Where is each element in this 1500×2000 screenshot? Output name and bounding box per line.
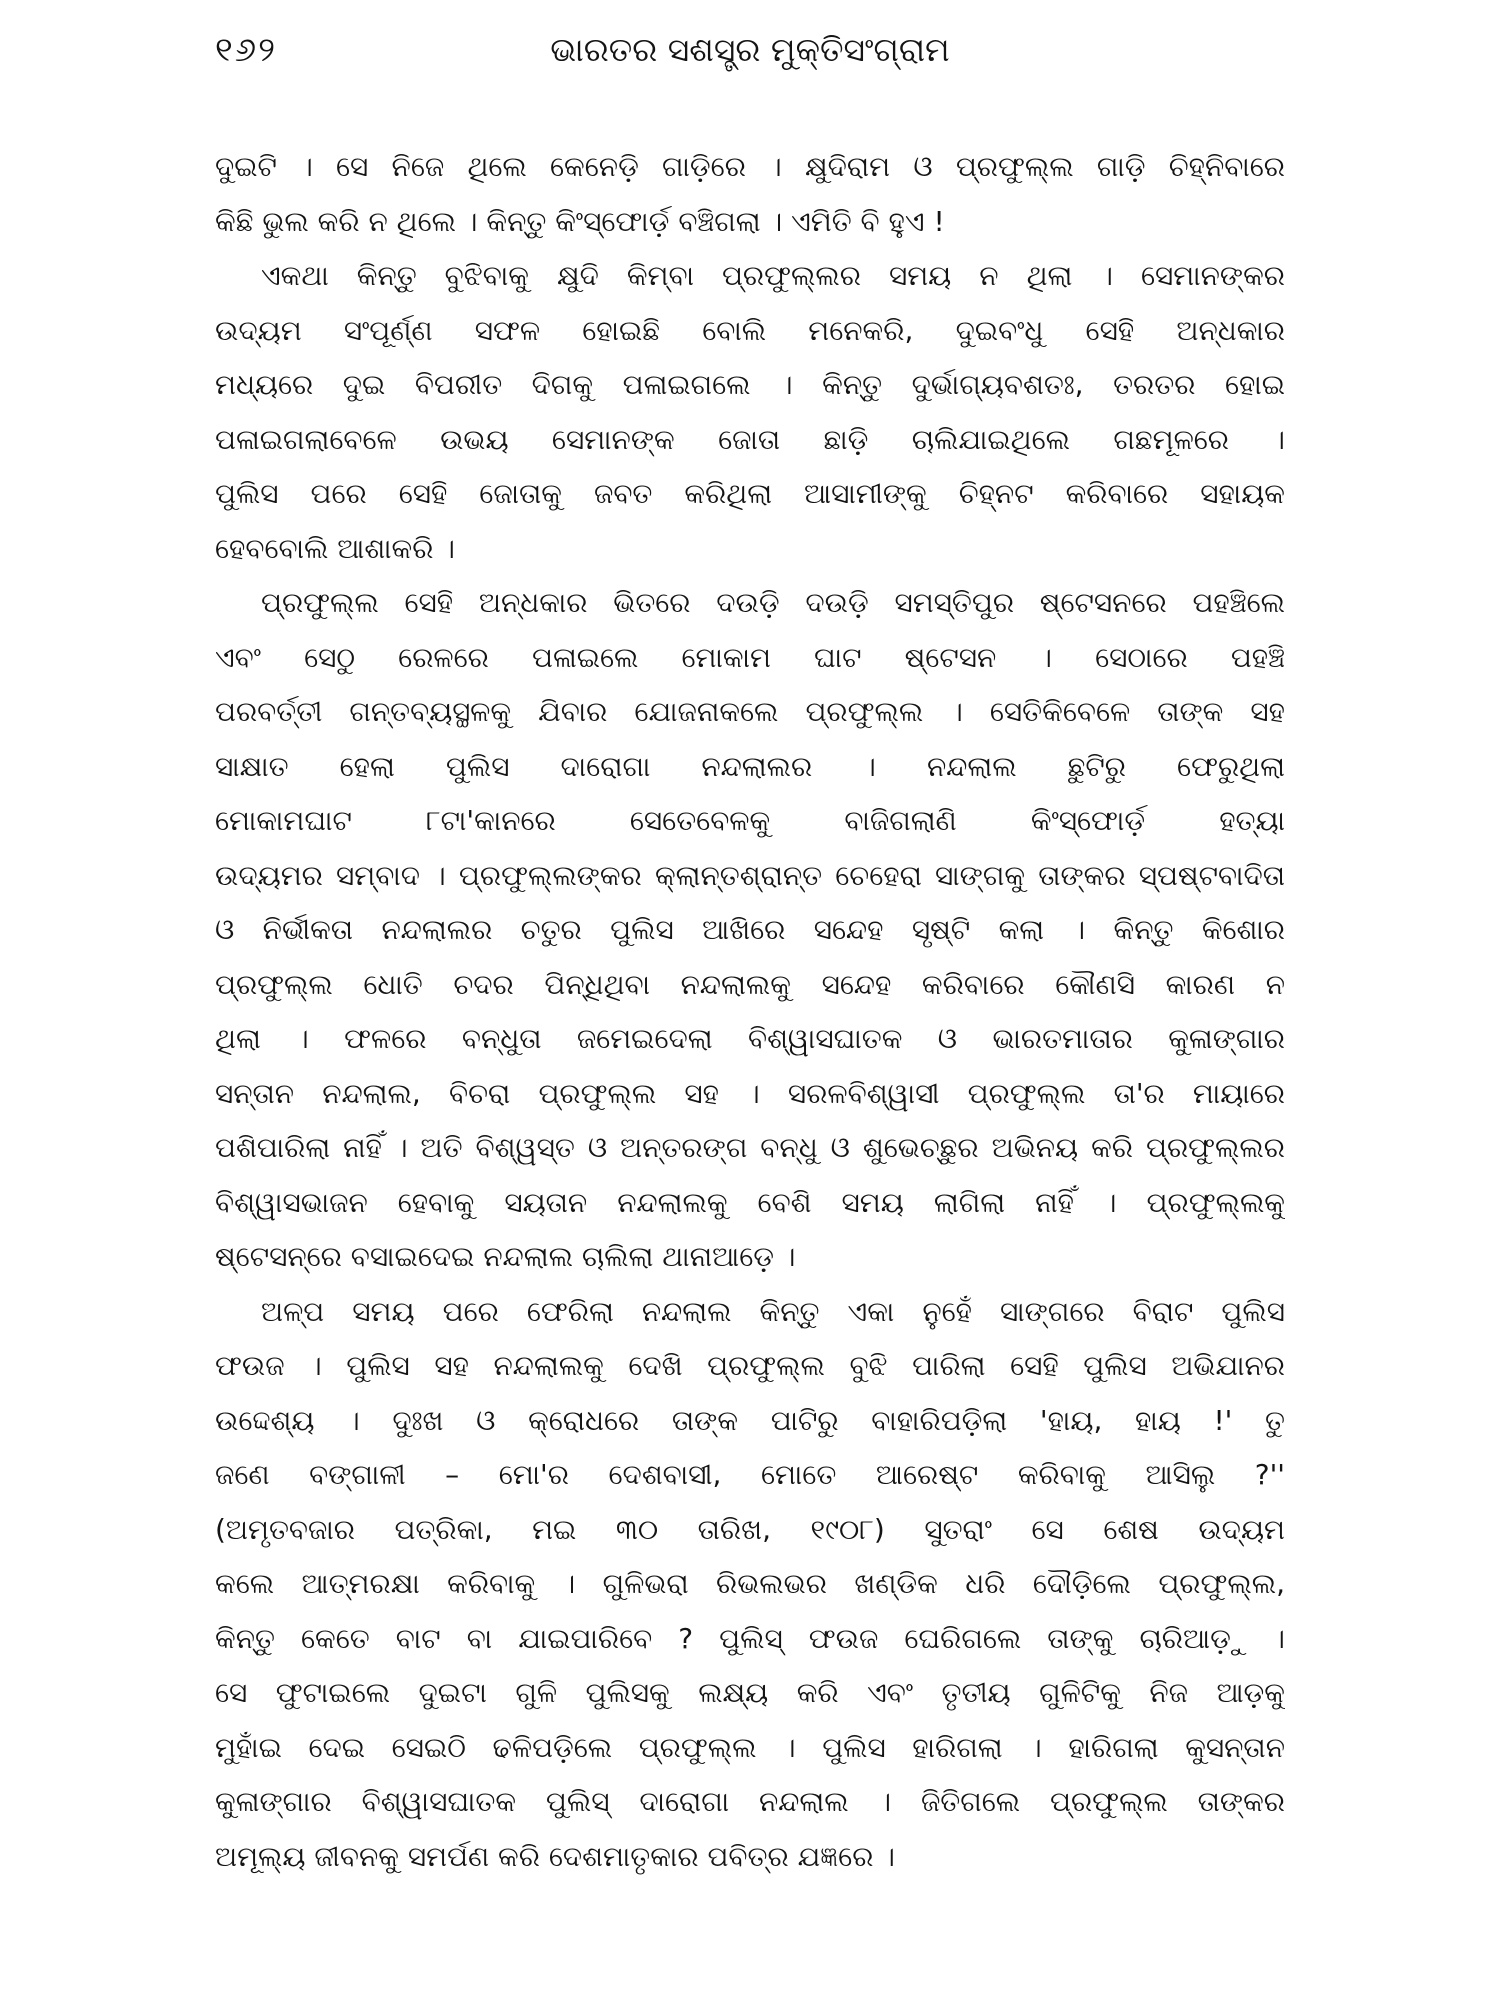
text-line: ଉଦ୍ଦେଶ୍ୟ । ଦୁଃଖ ଓ କ୍ରୋଧରେ ତାଙ୍କ ପାଟିରୁ ବାହାରିପଡ଼ିଲା 'ହାୟ, ହାୟ !' ତୁ [215, 1403, 1285, 1437]
paragraph-first-line: ଏକଥା କିନ୍ତୁ ବୁଝିବାକୁ କ୍ଷୁଦି କିମ୍ବା ପ୍ରଫୁଲ୍ଲର ସମୟ ନ ଥିଲା । ସେମାନଙ୍କର [261, 259, 1285, 292]
text-line: କୁଳାଙ୍ଗାର ବିଶ୍ୱାସଘାତକ ପୁଲିସ୍ ଦାରୋଗା ନନ୍ଦଲାଲ । ଜିତିଗଲେ ପ୍ରଫୁଲ୍ଲ ତାଙ୍କର [215, 1785, 1285, 1818]
text-line: ସେ ଫୁଟାଇଲେ ଦୁଇଟା ଗୁଳି ପୁଲିସକୁ ଲକ୍ଷ୍ୟ କରି ଏବଂ ତୃତୀୟ ଗୁଳିଟିକୁ ନିଜ ଆଡ଼କୁ [215, 1676, 1285, 1709]
text-line: ମୋକାମଘାଟ ୮ଟା'କାନରେ ସେତେବେଳକୁ ବାଜିଗଲାଣି କିଂସ୍‌ଫୋର୍ଡ଼ ହତ୍ୟା [215, 804, 1285, 837]
paragraph-first-line: ଅଳ୍ପ ସମୟ ପରେ ଫେରିଲା ନନ୍ଦଲାଲ କିନ୍ତୁ ଏକା ନୁହେଁ ସାଙ୍ଗରେ ବିରାଟ ପୁଲିସ [261, 1294, 1285, 1328]
book-title: ଭାରତର ସଶସ୍ତ୍ର ମୁକ୍ତିସଂଗ୍ରାମ [550, 30, 950, 69]
text-line: କଲେ ଆତ୍ମରକ୍ଷା କରିବାକୁ । ଗୁଳିଭରା ରିଭଲଭର ଖଣ୍ଡିକ ଧରି ଦୌଡ଼ିଲେ ପ୍ରଫୁଲ୍ଲ, [215, 1567, 1285, 1600]
text-line: ସନ୍ତାନ ନନ୍ଦଲାଲ, ବିଚରା ପ୍ରଫୁଲ୍ଲ ସହ । ସରଳବିଶ୍ୱାସୀ ପ୍ରଫୁଲ୍ଲ ତା'ର ମାୟାରେ [215, 1076, 1285, 1110]
text-line: ହେବବୋଲି ଆଶାକରି । [215, 531, 455, 565]
text-line: ଉଦ୍ୟମର ସମ୍ବାଦ । ପ୍ରଫୁଲ୍ଲଙ୍କର କ୍ଲାନ୍ତଶ୍ରାନ୍ତ ଚେହେରା ସାଙ୍ଗକୁ ତାଙ୍କର ସ୍ପଷ୍ଟବାଦିତା [215, 858, 1285, 892]
text-line: ଓ ନିର୍ଭୀକତା ନନ୍ଦଲାଲର ଚତୁର ପୁଲିସ ଆଖିରେ ସନ୍ଦେହ ସୃଷ୍ଟି କଲା । କିନ୍ତୁ କିଶୋର [215, 913, 1285, 946]
text-line: ପରବର୍ତ୍ତୀ ଗନ୍ତବ୍ୟସ୍ଥଳକୁ ଯିବାର ଯୋଜନାକଲେ ପ୍ରଫୁଲ୍ଲ । ସେତିକିବେଳେ ତାଙ୍କ ସହ [215, 695, 1285, 728]
text-line: ଜଣେ ବଙ୍ଗାଳୀ – ମୋ'ର ଦେଶବାସୀ, ମୋତେ ଆରେଷ୍ଟ କରିବାକୁ ଆସିଲୁ ?'' [215, 1458, 1285, 1491]
text-line: କିଛି ଭୁଲ କରି ନ ଥିଲେ । କିନ୍ତୁ କିଂସ୍‌ଫୋର୍ଡ଼ ବଞ୍ଚିଗଲା । ଏମିତି ବି ହୁଏ ! [215, 204, 945, 238]
text-line: ସାକ୍ଷାତ ହେଲା ପୁଲିସ ଦାରୋଗା ନନ୍ଦଲାଲର । ନନ୍ଦଲାଲ ଛୁଟିରୁ ଫେରୁଥିଲା [215, 749, 1285, 783]
paragraph-first-line: ପ୍ରଫୁଲ୍ଲ ସେହି ଅନ୍ଧକାର ଭିତରେ ଦଉଡ଼ି ଦଉଡ଼ି ସମସ୍ତିପୁର ଷ୍ଟେସନରେ ପହଞ୍ଚିଲେ [261, 586, 1285, 619]
body-text [215, 140, 1285, 1884]
text-line: ପୁଲିସ ପରେ ସେହି ଜୋତାକୁ ଜବତ କରିଥିଲା ଆସାମୀଙ୍କୁ ଚିହ୍ନଟ କରିବାରେ ସହାୟକ [215, 477, 1285, 510]
running-head [215, 30, 1285, 90]
text-line: ମଧ୍ୟରେ ଦୁଇ ବିପରୀତ ଦିଗକୁ ପଳାଇଗଲେ । କିନ୍ତୁ ଦୁର୍ଭାଗ୍ୟବଶତଃ, ତରତର ହୋଇ [215, 368, 1285, 401]
text-line: ଥିଲା । ଫଳରେ ବନ୍ଧୁତା ଜମେଇଦେଲା ବିଶ୍ୱାସଘାତକ ଓ ଭାରତମାତାର କୁଳାଙ୍ଗାର [215, 1022, 1285, 1055]
text-line: ଏବଂ ସେଠୁ ରେଳରେ ପଳାଇଲେ ମୋକାମ ଘାଟ ଷ୍ଟେସନ । ସେଠାରେ ପହଞ୍ଚି [215, 640, 1285, 674]
text-line: ଅମୂଲ୍ୟ ଜୀବନକୁ ସମର୍ପଣ କରି ଦେଶମାତୃକାର ପବିତ୍ର ଯଜ୍ଞରେ । [215, 1839, 895, 1873]
text-line: ଷ୍ଟେସନ୍‌ରେ ବସାଇଦେଇ ନନ୍ଦଲାଲ ଚାଲିଲା ଥାନାଆଡ଼େ । [215, 1240, 796, 1273]
text-line: (ଅମୃତବଜାର ପତ୍ରିକା, ମଇ ୩୦ ତାରିଖ, ୧୯୦୮) ସୁତରାଂ ସେ ଶେଷ ଉଦ୍ୟମ [215, 1512, 1285, 1546]
text-line: ମୁହାଁଇ ଦେଇ ସେଇଠି ଢଳିପଡ଼ିଲେ ପ୍ରଫୁଲ୍ଲ । ପୁଲିସ ହାରିଗଲା । ହାରିଗଲା କୁସନ୍ତାନ [215, 1730, 1285, 1764]
text-line: ପଳାଇଗଲାବେଳେ ଉଭୟ ସେମାନଙ୍କ ଜୋତା ଛାଡ଼ି ଚାଲିଯାଇଥିଲେ ଗଛମୂଳରେ । [215, 422, 1285, 456]
page-number: ୧୬୨ [215, 30, 277, 70]
text-line: ବିଶ୍ୱାସଭାଜନ ହେବାକୁ ସୟତାନ ନନ୍ଦଲାଲକୁ ବେଶି ସମୟ ଲାଗିଲା ନାହିଁ । ପ୍ରଫୁଲ୍ଲକୁ [215, 1185, 1285, 1219]
text-line: ପଶିପାରିଲା ନାହିଁ । ଅତି ବିଶ୍ୱସ୍ତ ଓ ଅନ୍ତରଙ୍ଗ ବନ୍ଧୁ ଓ ଶୁଭେଚ୍ଛୁର ଅଭିନୟ କରି ପ୍ରଫୁଲ୍ଲର [215, 1131, 1285, 1164]
text-line: କିନ୍ତୁ କେତେ ବାଟ ବା ଯାଇପାରିବେ ? ପୁଲିସ୍ ଫଉଜ ଘେରିଗଲେ ତାଙ୍କୁ ଚାରିଆଡ଼ୁ । [215, 1621, 1285, 1655]
text-line: ପ୍ରଫୁଲ୍ଲ ଧୋତି ଚଦର ପିନ୍ଧିଥିବା ନନ୍ଦଲାଲକୁ ସନ୍ଦେହ କରିବାରେ କୌଣସି କାରଣ ନ [215, 967, 1285, 1001]
text-line: ଦୁଇଟି । ସେ ନିଜେ ଥିଲେ କେନେଡ଼ି ଗାଡ଼ିରେ । କ୍ଷୁଦିରାମ ଓ ପ୍ରଫୁଲ୍ଲ ଗାଡ଼ି ଚିହ୍ନିବାରେ [215, 150, 1285, 183]
text-line: ଉଦ୍ୟମ ସଂପୂର୍ଣ୍ଣ ସଫଳ ହୋଇଛି ବୋଲି ମନେକରି, ଦୁଇବଂଧୁ ସେହି ଅନ୍ଧକାର [215, 313, 1285, 347]
text-line: ଫଉଜ । ପୁଲିସ ସହ ନନ୍ଦଲାଲକୁ ଦେଖି ପ୍ରଫୁଲ୍ଲ ବୁଝି ପାରିଲା ସେହି ପୁଲିସ ଅଭିଯାନର [215, 1349, 1285, 1382]
